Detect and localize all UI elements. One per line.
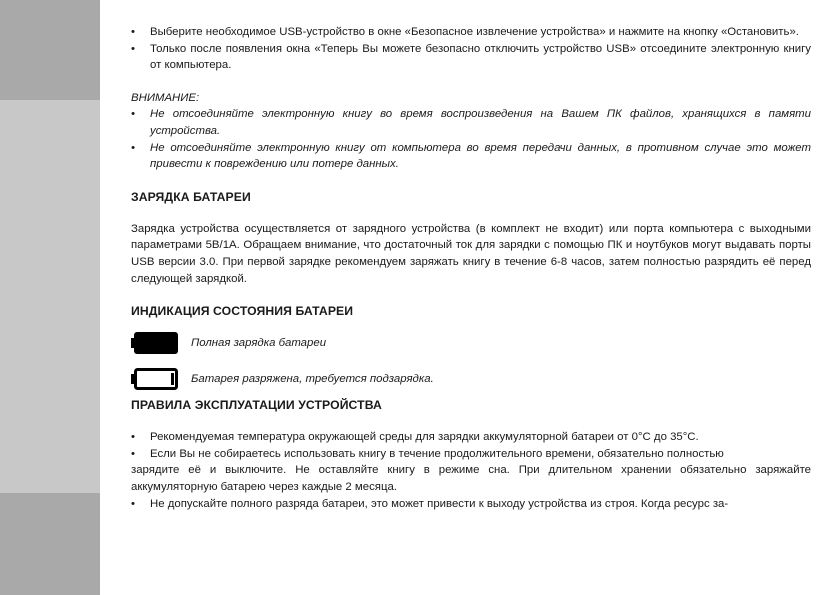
manual-page bbox=[131, 24, 811, 512]
warning-title: ВНИМАНИЕ: bbox=[131, 91, 200, 104]
battery-low-caption: Батарея разряжена, требуется подзарядка. bbox=[191, 372, 434, 385]
battery-low-icon bbox=[131, 367, 179, 391]
section-heading-charging: ЗАРЯДКА БАТАРЕИ bbox=[131, 189, 251, 204]
section-heading-rules: ПРАВИЛА ЭКСПЛУАТАЦИИ УСТРОЙСТВА bbox=[131, 398, 382, 413]
list-item: • Если Вы не собираетесь использовать книгу в течение продолжительного времени, обязательно полностью bbox=[131, 447, 724, 460]
page-margin-middle bbox=[0, 100, 100, 493]
page-margin-bottom bbox=[0, 493, 100, 595]
charging-text: Зарядка устройства осуществляется от зарядного устройства (в комплект не входит) или порта компьютера с выходными параметрами 5В/1А. Обращаем внимание, что достаточный ток для зарядки с помощью ПК и ноутбуков могут выдавать порты USB версии 3.0. При первой зарядке рекомендуем заряжать книгу в течение 6-8 часов, затем полностью разрядить её перед следующей зарядкой. bbox=[131, 222, 811, 285]
warning-item: • Не отсоединяйте электронную книгу во время воспроизведения на Вашем ПК файлов, хранящихся в памяти устройства. bbox=[131, 108, 811, 137]
list-item: • Рекомендуемая температура окружающей среды для зарядки аккумуляторной батареи от 0°С до 35°С. bbox=[131, 431, 699, 444]
page-margin-top bbox=[0, 0, 100, 100]
battery-full-row bbox=[131, 331, 811, 355]
list-item: • Не допускайте полного разряда батареи, это может привести к выходу устройства из строя. Когда ресурс за- bbox=[131, 497, 729, 510]
list-item-continued: зарядите её и выключите. Не оставляйте книгу в режиме сна. При длительном хранении обязательно заряжайте аккумуляторную батарею через каждые 2 месяца. bbox=[131, 464, 811, 493]
list-item: • Выберите необходимое USB-устройство в окне «Безопасное извлечение устройства» и нажмите на кнопку «Остановить». bbox=[131, 26, 799, 38]
battery-full-caption: Полная зарядка батареи bbox=[191, 336, 327, 349]
battery-full-icon bbox=[131, 331, 179, 355]
section-heading-indication: ИНДИКАЦИЯ СОСТОЯНИЯ БАТАРЕИ bbox=[131, 304, 354, 319]
list-item: • Только после появления окна «Теперь Вы можете безопасно отключить устройство USB» отсоедините электронную книгу от компьютера. bbox=[131, 42, 811, 72]
battery-low-row bbox=[131, 367, 811, 391]
warning-item: • Не отсоединяйте электронную книгу от компьютера во время передачи данных, в противном случае это может привести к повреждению или потере данных. bbox=[131, 141, 811, 171]
